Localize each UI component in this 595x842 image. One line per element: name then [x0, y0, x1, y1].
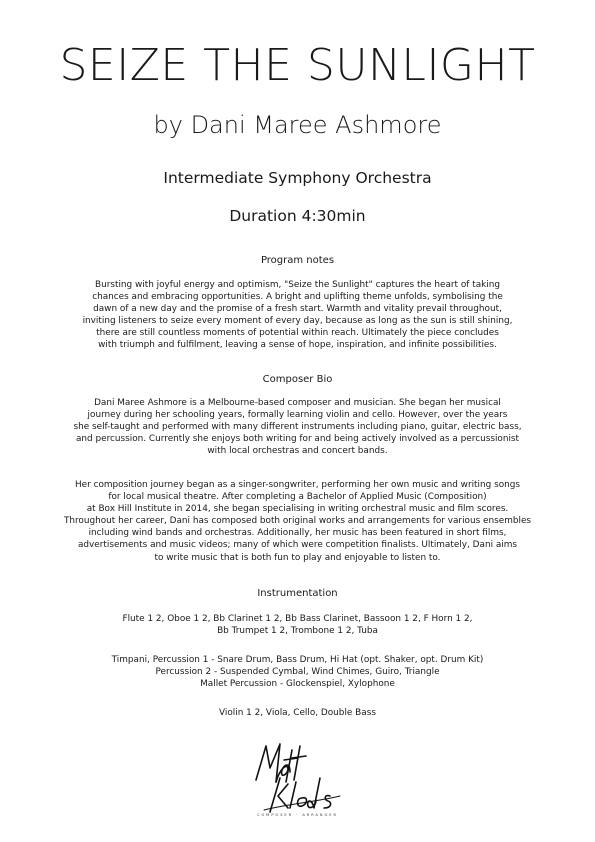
bio-line: with local orchestras and concert bands.: [207, 446, 388, 457]
bio-line: including wind bands and orchestras. Additionally, her music has been featured in short films,: [88, 528, 507, 539]
composer-line: by Dani Maree Ashmore: [153, 111, 442, 139]
instrument-line: Mallet Percussion - Glockenspiel, Xylophone: [200, 679, 395, 690]
instrument-line: Bb Trumpet 1 2, Trombone 1 2, Tuba: [217, 626, 378, 637]
program-notes-line: chances and embracing opportunities. A bright and uplifting theme unfolds, symbolising the: [92, 292, 503, 303]
program-notes-line: inviting listeners to seize every moment of every day, because as long as the sun is still shining,: [82, 316, 513, 327]
program-notes-text: [0, 279, 595, 352]
composer-bio-paragraph-1: [0, 397, 595, 457]
instrumentation-winds: [0, 613, 595, 637]
instrument-line: Violin 1 2, Viola, Cello, Double Bass: [219, 708, 376, 718]
program-notes-heading: Program notes: [260, 255, 335, 266]
program-notes-line: dawn of a new day and the promise of a fresh start. Warmth and vitality prevail throughout,: [93, 304, 502, 315]
bio-line: at Box Hill Institute in 2014, she began specialising in writing orchestral music and film scores.: [86, 504, 509, 515]
bio-line: for local musical theatre. After completing a Bachelor of Applied Music (Composition): [108, 492, 487, 503]
composer-bio-heading: Composer Bio: [262, 374, 333, 385]
composer-bio-paragraph-2: [0, 479, 595, 564]
duration-line: Duration 4:30min: [229, 207, 366, 225]
program-notes-line: there are still countless moments of potential within reach. Ultimately the piece concludes: [96, 328, 499, 339]
bio-line: she self-taught and performed with many different instruments including piano, guitar, electric bass,: [73, 422, 522, 433]
instrument-line: Percussion 2 - Suspended Cymbal, Wind Chimes, Guiro, Triangle: [155, 667, 440, 678]
bio-line: Throughout her career, Dani has composed both original works and arrangements for various ensembles: [63, 516, 532, 527]
ensemble-line: Intermediate Symphony Orchestra: [163, 169, 432, 187]
instrumentation-heading: Instrumentation: [257, 588, 338, 599]
instrumentation-strings: [0, 707, 595, 719]
signature-logo-icon: [236, 738, 360, 818]
page-title: SEIZE THE SUNLIGHT: [59, 40, 536, 91]
bio-line: and percussion. Currently she enjoys both writing for and being actively involved as a percussionist: [75, 434, 520, 445]
instrumentation-percussion: [0, 654, 595, 690]
bio-line: advertisements and music videos; many of which were competition finalists. Ultimately, Dani aims: [77, 540, 518, 551]
logo-tagline: COMPOSER · ARRANGER: [257, 813, 338, 817]
bio-line: to write music that is both fun to play and enjoyable to listen to.: [154, 552, 441, 563]
instrument-line: Flute 1 2, Oboe 1 2, Bb Clarinet 1 2, Bb Bass Clarinet, Bassoon 1 2, F Horn 1 2,: [122, 614, 473, 624]
bio-line: Dani Maree Ashmore is a Melbourne-based composer and musician. She began her musical: [94, 398, 501, 408]
program-notes-line: with triumph and fulfilment, leaving a sense of hope, inspiration, and infinite possibilities.: [98, 340, 497, 351]
program-notes-line: Bursting with joyful energy and optimism, "Seize the Sunlight" captures the heart of taking: [95, 280, 500, 290]
bio-line: Her composition journey began as a singer-songwriter, performing her own music and writing songs: [74, 480, 521, 490]
bio-line: journey during her schooling years, formally learning violin and cello. However, over the years: [87, 410, 508, 421]
instrument-line: Timpani, Percussion 1 - Snare Drum, Bass Drum, Hi Hat (opt. Shaker, opt. Drum Kit): [111, 655, 484, 665]
